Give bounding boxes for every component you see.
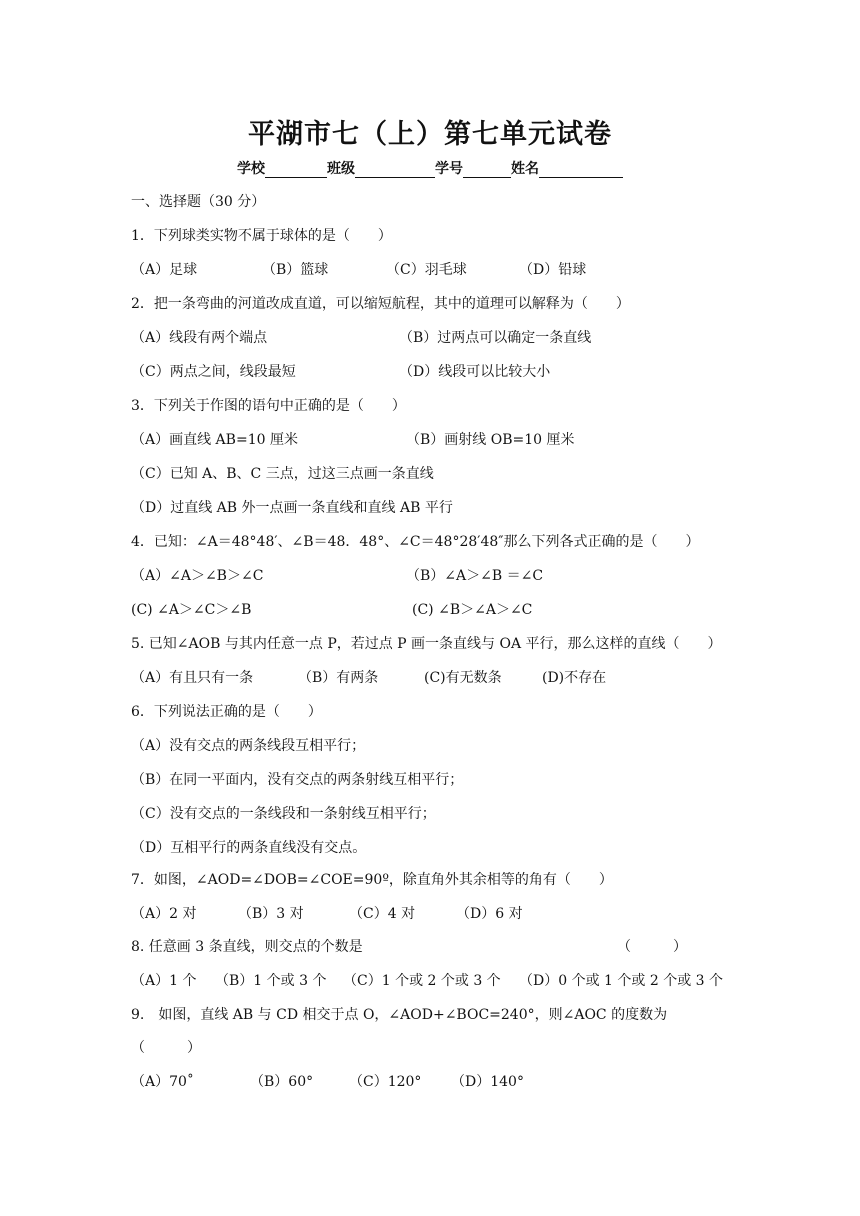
question-6-option-d: （D）互相平行的两条直线没有交点。 [131, 840, 367, 856]
question-2-option-b: （B）过两点可以确定一条直线 [399, 330, 592, 346]
question-1-option-c: （C）羽毛球 [386, 262, 467, 278]
question-8-stem: 8. 任意画 3 条直线，则交点的个数是 [131, 939, 363, 955]
question-9-answer-blank[interactable]: （ ） [131, 1040, 201, 1056]
number-blank[interactable] [463, 163, 511, 178]
question-3-option-b: （B）画射线 OB=10 厘米 [406, 432, 575, 448]
question-9-option-c: （C）120° [349, 1074, 422, 1090]
question-6-stem: 6．下列说法正确的是（ ） [131, 704, 322, 720]
question-6-option-b: （B）在同一平面内，没有交点的两条射线互相平行； [131, 772, 464, 788]
school-label: 学校 [237, 161, 265, 177]
question-2-stem: 2．把一条弯曲的河道改成直道，可以缩短航程，其中的道理可以解释为（ ） [131, 296, 630, 312]
question-4-option-c: (C) ∠A＞∠C＞∠B [131, 602, 252, 618]
question-4-option-a: （A）∠A＞∠B＞∠C [131, 568, 264, 584]
question-2-option-d: （D）线段可以比较大小 [399, 364, 551, 380]
question-8-option-d: （D）0 个或 1 个或 2 个或 3 个 [519, 973, 724, 989]
question-9-stem: 9. 如图，直线 AB 与 CD 相交于点 O，∠AOD+∠BOC=240°，则∠AOC 的度数为 [131, 1007, 668, 1023]
question-4-option-d: (C) ∠B＞∠A＞∠C [412, 602, 533, 618]
question-7-option-d: （D）6 对 [456, 906, 523, 922]
school-blank[interactable] [265, 163, 327, 178]
question-9-option-d: （D）140° [451, 1074, 524, 1090]
question-9-option-a: （A）70˚ [131, 1074, 194, 1090]
class-label: 班级 [327, 161, 355, 177]
question-6-option-a: （A）没有交点的两条线段互相平行； [131, 738, 366, 754]
question-1-stem: 1．下列球类实物不属于球体的是（ ） [131, 228, 392, 244]
student-info [0, 158, 860, 178]
question-8-option-a: （A）1 个 [131, 973, 197, 989]
question-7-option-a: （A）2 对 [131, 906, 197, 922]
question-3-stem: 3．下列关于作图的语句中正确的是（ ） [131, 398, 406, 414]
question-7-option-b: （B）3 对 [238, 906, 304, 922]
question-4-option-b: （B）∠A＞∠B ＝∠C [406, 568, 544, 584]
question-9-option-b: （B）60° [250, 1074, 314, 1090]
question-8-option-b: （B）1 个或 3 个 [215, 973, 327, 989]
question-7-stem: 7．如图，∠AOD=∠DOB=∠COE=90º，除直角外其余相等的角有（ ） [131, 872, 613, 888]
question-5-option-d: (D)不存在 [542, 670, 607, 686]
question-3-option-a: （A）画直线 AB=10 厘米 [131, 432, 298, 448]
question-5-option-b: （B）有两条 [298, 670, 379, 686]
question-8-answer-blank[interactable]: （ ） [617, 939, 687, 955]
question-2-option-c: （C）两点之间，线段最短 [131, 364, 296, 380]
page-title: 平湖市七（上）第七单元试卷 [248, 119, 612, 150]
section-heading: 一、选择题（30 分） [131, 194, 266, 210]
question-1-option-a: （A）足球 [131, 262, 198, 278]
question-7-option-c: （C）4 对 [349, 906, 416, 922]
class-blank[interactable] [355, 163, 435, 178]
question-1-option-b: （B）篮球 [262, 262, 329, 278]
question-6-option-c: （C）没有交点的一条线段和一条射线互相平行； [131, 806, 436, 822]
question-3-option-d: （D）过直线 AB 外一点画一条直线和直线 AB 平行 [131, 500, 453, 516]
question-1-option-d: （D）铅球 [519, 262, 587, 278]
question-2-option-a: （A）线段有两个端点 [131, 330, 268, 346]
question-5-option-c: (C)有无数条 [424, 670, 502, 686]
name-label: 姓名 [511, 161, 539, 177]
name-blank[interactable] [539, 163, 623, 178]
question-8-option-c: （C）1 个或 2 个或 3 个 [343, 973, 501, 989]
number-label: 学号 [435, 161, 463, 177]
question-3-option-c: （C）已知 A、B、C 三点，过这三点画一条直线 [131, 466, 434, 482]
question-5-stem: 5. 已知∠AOB 与其内任意一点 P，若过点 P 画一条直线与 OA 平行，那么这样的直线（ ） [131, 636, 722, 652]
question-4-stem: 4．已知：∠A＝48°48′、∠B＝48．48°、∠C＝48°28′48″那么下列各式正确的是（ ） [131, 534, 700, 550]
question-5-option-a: （A）有且只有一条 [131, 670, 254, 686]
